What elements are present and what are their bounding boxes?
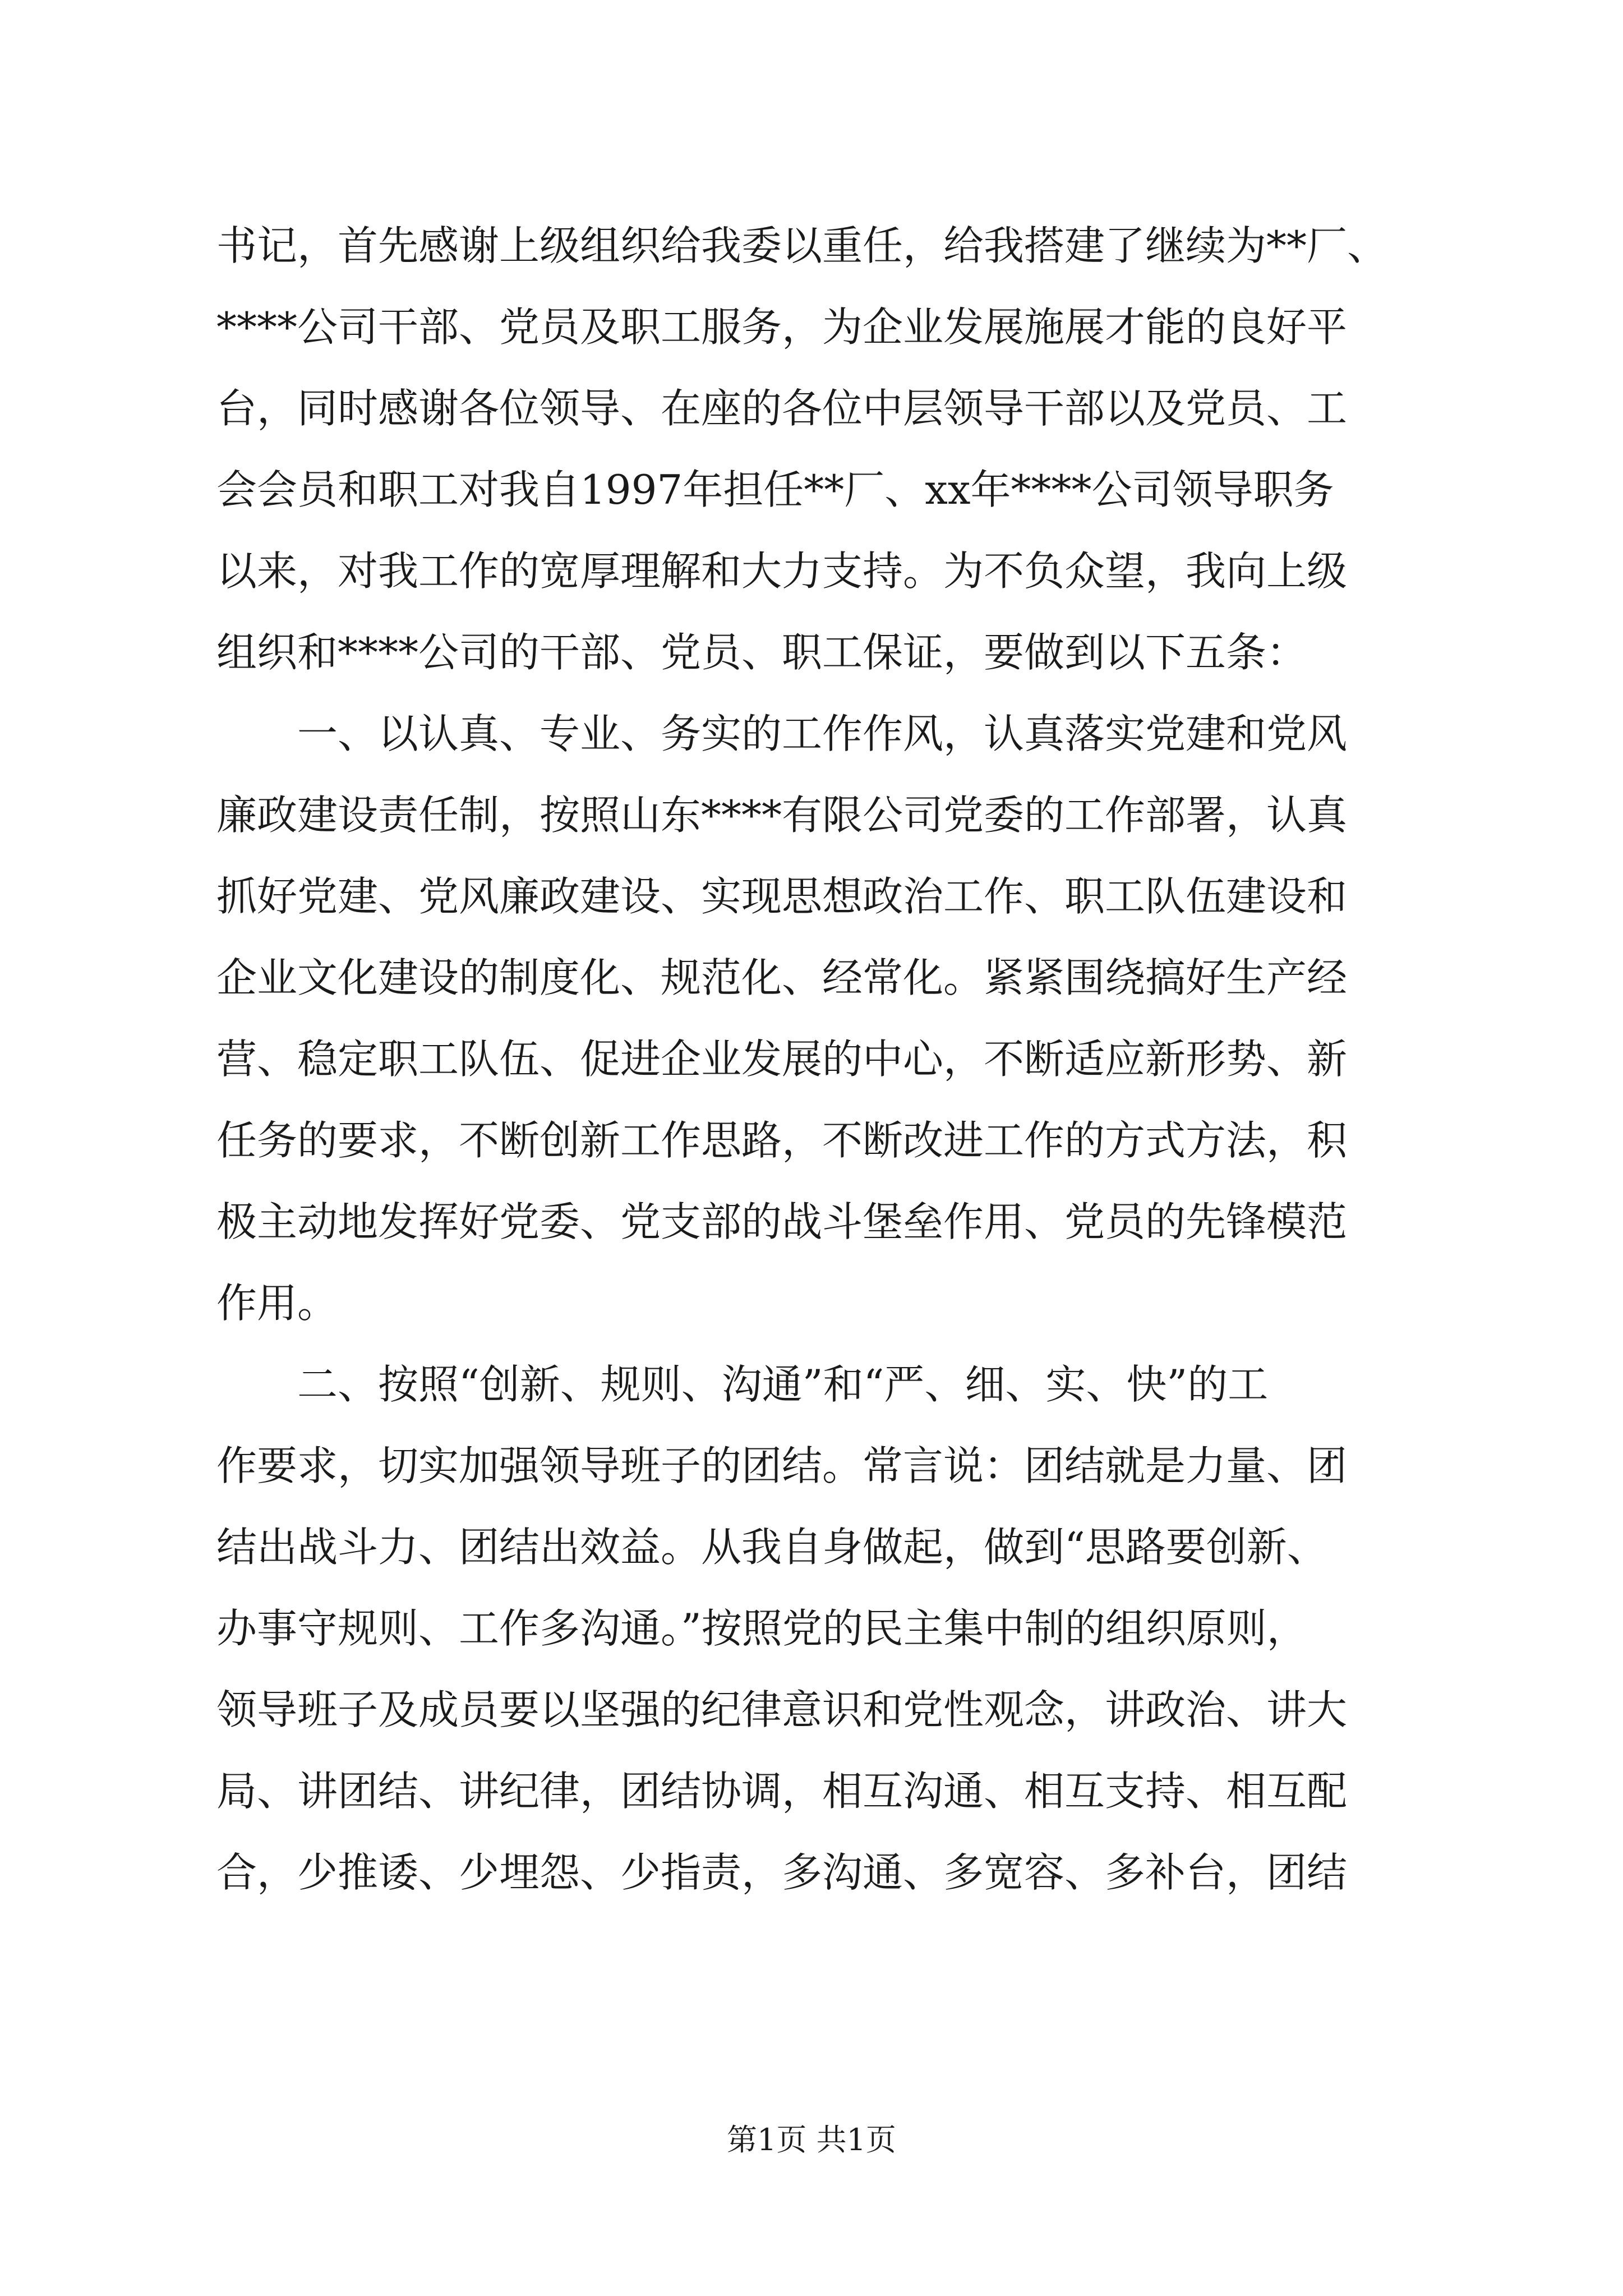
text-line: 二、按照“创新、规则、沟通”和“严、细、实、快”的工 bbox=[216, 1361, 1269, 1408]
text-line: 以来，对我工作的宽厚理解和大力支持。为不负众望，我向上级 bbox=[216, 547, 1348, 595]
page-footer: 第1页 共1页 bbox=[727, 2122, 896, 2157]
text-line: 作用。 bbox=[216, 1280, 338, 1327]
text-line: 办事守规则、工作多沟通。”按照党的民主集中制的组织原则， bbox=[216, 1605, 1307, 1652]
text-line: 极主动地发挥好党委、党支部的战斗堡垒作用、党员的先锋模范 bbox=[216, 1198, 1348, 1245]
text-line: 廉政建设责任制，按照山东****有限公司党委的工作部署，认真 bbox=[216, 792, 1348, 839]
text-line: 结出战斗力、团结出效益。从我自身做起，做到“思路要创新、 bbox=[216, 1524, 1327, 1571]
text-line: 会会员和职工对我自1997年担任**厂、xx年****公司领导职务 bbox=[216, 466, 1334, 513]
text-line: 书记，首先感谢上级组织给我委以重任，给我搭建了继续为**厂、 bbox=[216, 222, 1388, 269]
text-line: 领导班子及成员要以坚强的纪律意识和党性观念，讲政治、讲大 bbox=[216, 1686, 1348, 1733]
text-line: 抓好党建、党风廉政建设、实现思想政治工作、职工队伍建设和 bbox=[216, 873, 1348, 920]
text-line: 局、讲团结、讲纪律，团结协调，相互沟通、相互支持、相互配 bbox=[216, 1768, 1348, 1815]
text-line: 合，少推诿、少埋怨、少指责，多沟通、多宽容、多补台，团结 bbox=[216, 1849, 1348, 1896]
text-line: 台，同时感谢各位领导、在座的各位中层领导干部以及党员、工 bbox=[216, 385, 1348, 432]
text-line: 企业文化建设的制度化、规范化、经常化。紧紧围绕搞好生产经 bbox=[216, 954, 1348, 1001]
text-line: 组织和****公司的干部、党员、职工保证，要做到以下五条： bbox=[216, 629, 1307, 676]
text-line: 作要求，切实加强领导班子的团结。常言说：团结就是力量、团 bbox=[216, 1442, 1348, 1489]
text-line: 一、以认真、专业、务实的工作作风，认真落实党建和党风 bbox=[216, 710, 1348, 757]
text-line: 任务的要求，不断创新工作思路，不断改进工作的方式方法，积 bbox=[216, 1117, 1348, 1164]
text-line: 营、稳定职工队伍、促进企业发展的中心，不断适应新形势、新 bbox=[216, 1036, 1348, 1083]
body-text bbox=[216, 205, 1428, 1913]
text-line: ****公司干部、党员及职工服务，为企业发展施展才能的良好平 bbox=[216, 303, 1348, 351]
